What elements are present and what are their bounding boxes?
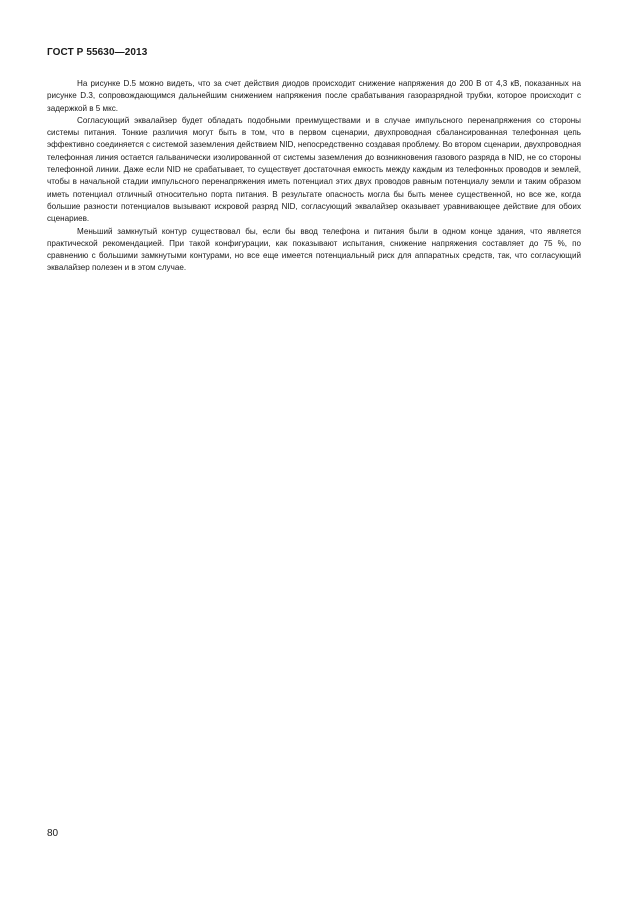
paragraph: На рисунке D.5 можно видеть, что за счет действия диодов происходит снижение напряжения до 200 В от 4,3 кВ, показанных на рисунке D.3, сопровождающимся дальнейшим снижением напряжения после срабатывания газоразрядной трубки, которое происходит с задержкой в 5 мкс. [47,79,581,113]
paragraph: Согласующий эквалайзер будет обладать подобными преимуществами и в случае импульсного перенапряжения со стороны системы питания. Тонкие различия могут быть в том, что в первом сценарии, двухпроводная сбалансированная телефонная цепь эффективно соединяется с системой заземления действием NID, непосредственно создавая проблему. Во втором сценарии, двухпроводная телефонная линия остается гальванически изолированной от системы заземления до возникновения газового разряда в NID, не со стороны телефонной линии. Даже если NID не срабатывает, то существует достаточная емкость между каждым из телефонных проводов и землей, чтобы в начальной стадии импульсного перенапряжения иметь потенциал этих двух проводов равным потенциалу земли и таким образом иметь потенциал отличный относительно порта питания. В результате опасность могла бы быть менее существенной, но все же, когда большие разности потенциалов вызывают искровой разряд NID, согласующий эквалайзер оказывает уравнивающее действие для обоих сценариев. [47,115,581,224]
document-body [47,78,581,275]
document-header: ГОСТ Р 55630—2013 [47,47,148,58]
page-number: 80 [47,828,59,839]
paragraph: Меньший замкнутый контур существовал бы, если бы ввод телефона и питания были в одном конце здания, что является практической рекомендацией. При такой конфигурации, как показывают испытания, снижение напряжения составляет до 75 %, по сравнению с большими замкнутыми контурами, но все еще имеется потенциальный риск для аппаратных средств, так, что согласующий эквалайзер полезен и в этом случае. [47,226,581,273]
